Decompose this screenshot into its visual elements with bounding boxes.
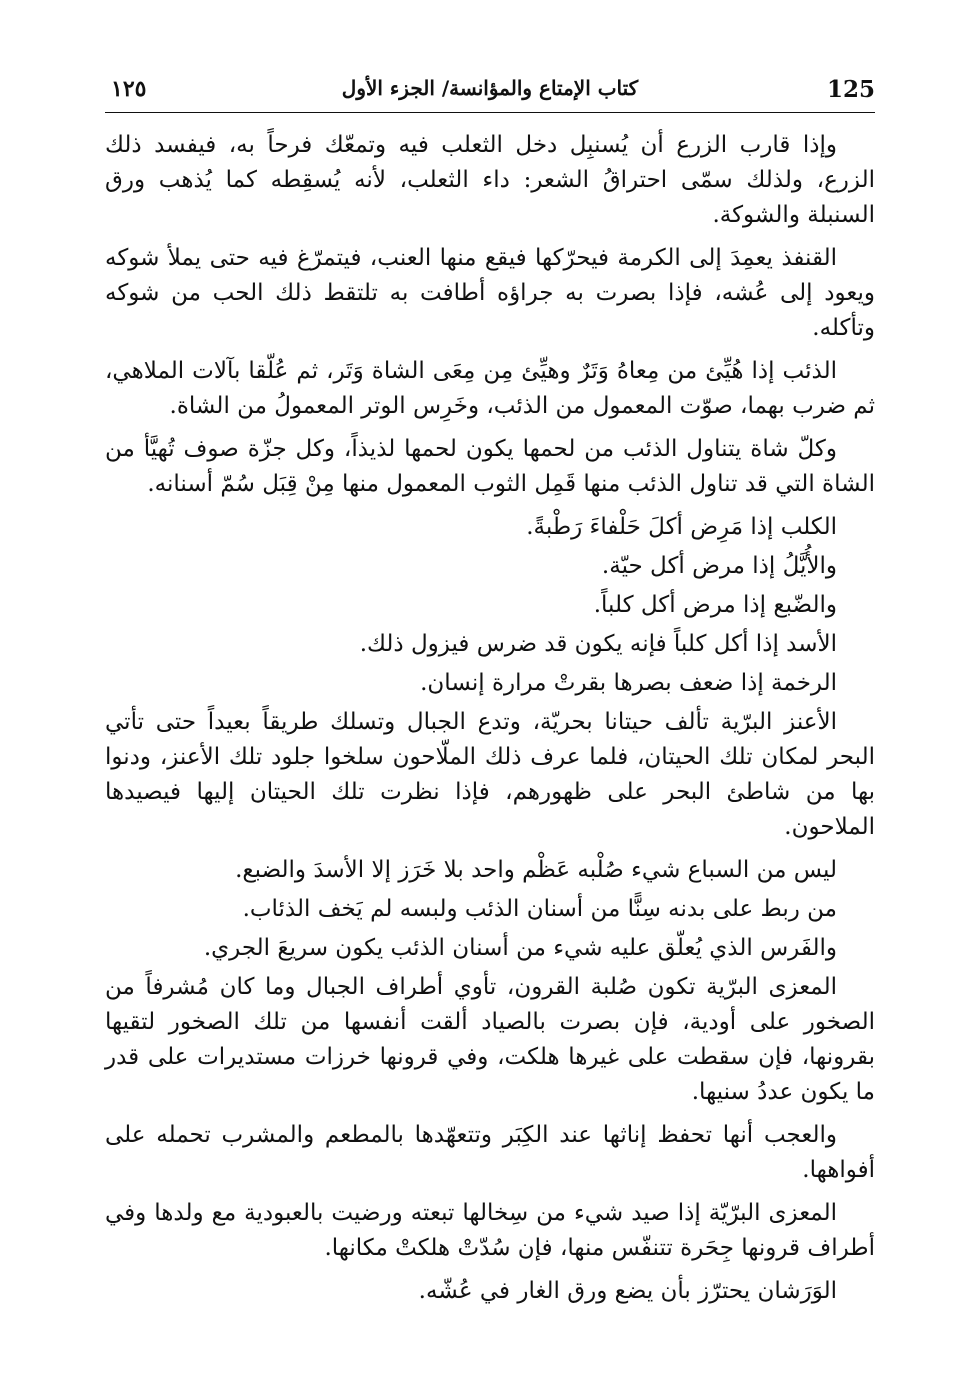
paragraph: القنفذ يعمِدَ إلى الكرمة فيحرّكها فيقع منها العنب، فيتمرّغ فيه حتى يملأ شوكه ويعود إلى عُشه، فإذا بصرت به جراؤه أطافت به تلتقط ذلك الحب من شوكه وتأكله. — [105, 245, 875, 341]
paragraph: المعزى البرّيّة إذا صيد شيء من سِخالها تبعته ورضيت بالعبودية مع ولدها وفي أطراف قرونها جِحَرة تتنفّس منها، فإن سُدّتْ هلكتْ مكانها. — [105, 1200, 875, 1261]
paragraph: من ربط على بدنه سِنًّا من أسنان الذئب ولبسه لم يَخف الذئاب. — [242, 896, 837, 922]
paragraph: الكلب إذا مَرِض أكلَ حَلْفاءَ رَطْبةً. — [526, 514, 837, 540]
paragraph: والضّبع إذا مرض أكل كلباً. — [593, 592, 837, 618]
paragraph: المعزى البرّية تكون صُلبة القرون، تأوي أطراف الجبال وما كان مُشرفاً من الصخور على أودية، فإن بصرت بالصياد ألقت أنفسها من تلك الصخور لتقيها بقرونها، فإن سقطت على غيرها هلكت، وفي قرونها خرزات مستديرات على قدر ما يكون عددُ سنيها. — [105, 974, 875, 1105]
paragraph: الذئب إذا هُيِّئ من مِعاهُ وَتَرٌ وهيِّئ مِن مِعَى الشاة وَتَر، ثم عُلّقا بآلات الملاهي، ثم ضرب بهما، صوّت المعمول من الذئب، وخَرِس الوتر المعمولُ من الشاة. — [105, 358, 875, 419]
paragraph: ليس من السباع شيء صُلْبه عَظْم واحد بلا خَرَز إلا الأسدَ والضبع. — [235, 857, 837, 883]
paragraph: وكلّ شاة يتناول الذئب من لحمها يكون لحمها لذيذاً، وكل جزّة صوف تُهيَّأ من الشاة التي قد تناول الذئب منها قَمِل الثوب المعمول منها مِنْ قِبَل سُمّ أسنانه. — [105, 436, 875, 497]
page-number-latin: 125 — [826, 76, 875, 103]
paragraph: وإذا قارب الزرع أن يُسنبِل دخل الثعلب فيه وتمعّك فرحاً به، فيفسد ذلك الزرع، ولذلك سمّى احتراقُ الشعر: داء الثعلب، لأنه يُسقِطه كما يُذهب ورق السنبلة والشوكة. — [105, 132, 875, 228]
paragraph: الأعنز البرّية تألف حيتانا بحريّة، وتدع الجبال وتسلك طريقاً بعيداً حتى تأتي البحر لمكان تلك الحيتان، فلما عرف ذلك الملّاحون سلخوا جلود تلك الأعنز، ودنوا بها من شاطئ البحر على ظهورهم، فإذا نظرت تلك الحيتان إليها فيصيدها الملاحون. — [105, 709, 875, 840]
paragraph: الأسد إذا أكل كلباً فإنه يكون قد ضرس فيزول ذلك. — [359, 631, 837, 657]
page-header — [105, 72, 875, 113]
paragraph: والعجب أنها تحفظ إناثها عند الكِبَر وتتعهّدها بالمطعم والمشرب تحمله على أفواهها. — [105, 1122, 875, 1183]
paragraph: والفَرس الذي يُعلّق عليه شيء من أسنان الذئب يكون سريعَ الجري. — [203, 935, 837, 961]
page-body — [105, 128, 875, 1313]
paragraph: والأُيَّلُ إذا مرض أكل حيّة. — [601, 553, 837, 579]
paragraph: الوَرَشان يحترّز بأن يضع ورق الغار في عُشّه. — [418, 1278, 837, 1304]
paragraph: الرخمة إذا ضعف بصرها بقرتْ مرارة إنسان. — [420, 670, 837, 696]
running-title: كتاب الإمتاع والمؤانسة/ الجزء الأول — [341, 76, 639, 100]
page-number-arabic: ١٢٥ — [111, 76, 147, 102]
